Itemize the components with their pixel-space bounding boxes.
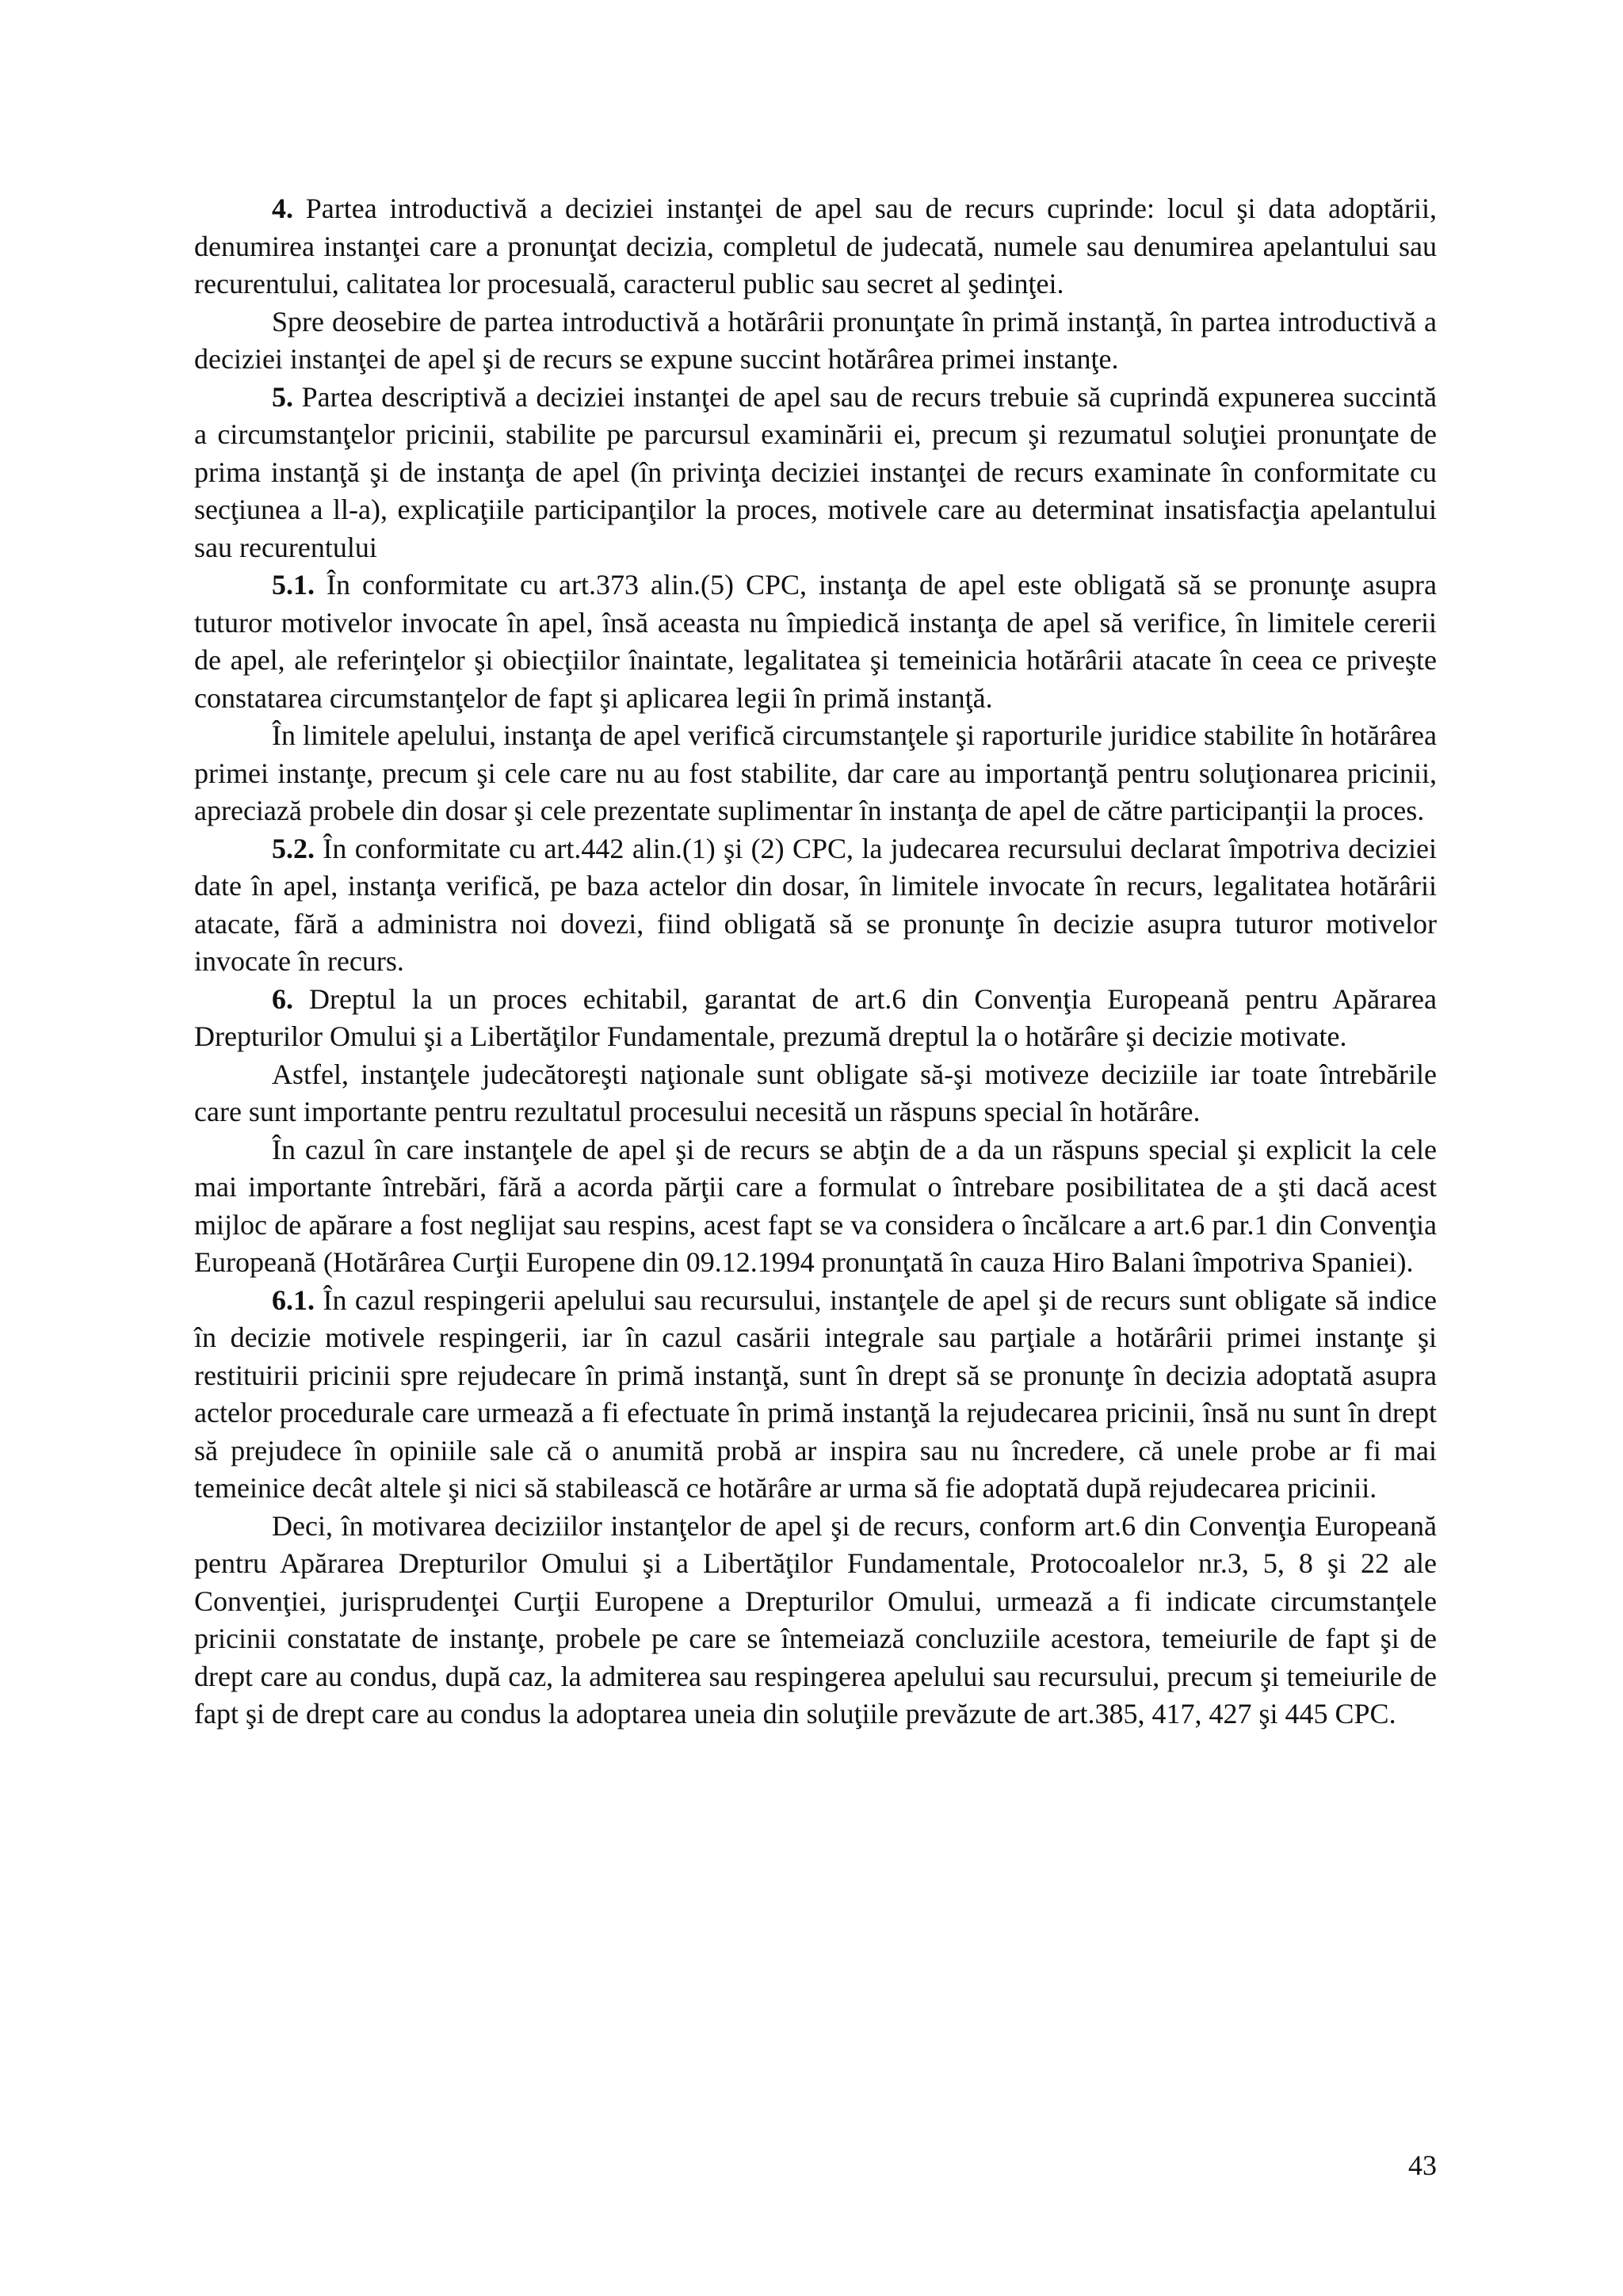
paragraph-6-fair-trial <box>194 981 1437 1056</box>
paragraph-conclusion <box>194 1508 1437 1733</box>
paragraph-text: Astfel, instanţele judecătoreşti naţionale sunt obligate să-şi motiveze deciziile iar toate întrebările care sunt importante pentru rezultatul procesului necesită un răspuns special în hotărâre. <box>194 1058 1437 1127</box>
section-number: 5.1. <box>272 569 315 601</box>
paragraph-4-introductory-part <box>194 190 1437 303</box>
section-number: 5.2. <box>272 832 315 864</box>
paragraph-text: În limitele apelului, instanţa de apel verifică circumstanţele şi raporturile juridice stabilite în hotărârea primei instanţe, precum şi cele care nu au fost stabilite, dar care au importanţă pentru soluţionarea pricinii, apreciază probele din dosar şi cele prezentate suplimentar în instanţa de apel de către participanţii la proces. <box>194 719 1437 826</box>
page-number: 43 <box>1408 2149 1437 2181</box>
section-number: 6. <box>272 982 293 1015</box>
paragraph-5-1-appeal-scope <box>194 566 1437 717</box>
paragraph-appeal-limits <box>194 717 1437 830</box>
paragraph-national-courts <box>194 1056 1437 1131</box>
paragraph-text: Deci, în motivarea deciziilor instanţelor de apel şi de recurs, conform art.6 din Convenţia Europeană pentru Apărarea Drepturilor Omului şi a Libertăţilor Fundamentale, Protocoalelor nr.3, 5, 8 şi 22 ale Convenţiei, jurisprudenţei Curţii Europene a Drepturilor Omului, urmează a fi indicate circumstanţele pricinii constatate de instanţe, probele pe care se întemeiază concluziile acestora, temeiurile de fapt şi de drept care au condus, după caz, la admiterea sau respingerea apelului sau recursului, precum şi temeiurile de fapt şi de drept care au condus la adoptarea uneia din soluţiile prevăzute de art.385, 417, 427 şi 445 CPC. <box>194 1509 1437 1730</box>
paragraph-text: Partea introductivă a deciziei instanţei de apel sau de recurs cuprinde: locul şi data adoptării, denumirea instanţei care a pronunţat decizia, completul de judecată, numele sau denumirea apelantului sau recurentului, calitatea lor procesuală, caracterul public sau secret al şedinţei. <box>194 193 1437 299</box>
paragraph-text: Dreptul la un proces echitabil, garantat de art.6 din Convenţia Europeană pentru Apărarea Drepturilor Omului şi a Libertăţilor Fundamentale, prezumă dreptul la o hotărâre şi decizie motivate. <box>194 982 1437 1052</box>
paragraph-5-2-recourse <box>194 830 1437 981</box>
paragraph-explicit-answer <box>194 1131 1437 1282</box>
paragraph-text: În cazul în care instanţele de apel şi de recurs se abţin de a da un răspuns special şi explicit la cele mai importante întrebări, fără a acorda părţii care a formulat o întrebare posibilitatea de a şti dacă acest mijloc de apărare a fost neglijat sau respins, acest fapt se va considera o încălcare a art.6 par.1 din Convenţia Europeană (Hotărârea Curţii Europene din 09.12.1994 pronunţată în cauza Hiro Balani împotriva Spaniei). <box>194 1133 1437 1278</box>
section-number: 4. <box>272 193 293 224</box>
paragraph-text: În conformitate cu art.442 alin.(1) şi (2) CPC, la judecarea recursului declarat împotriva deciziei date în apel, instanţa verifică, pe baza actelor din dosar, în limitele invocate în recurs, legalitatea hotărârii atacate, fără a administra noi dovezi, fiind obligată să se pronunţe în decizie asupra tuturor motivelor invocate în recurs. <box>194 832 1437 977</box>
paragraph-introductory-difference <box>194 303 1437 379</box>
paragraph-text: Partea descriptivă a deciziei instanţei de apel sau de recurs trebuie să cuprindă expunerea succintă a circumstanţelor pricinii, stabilite pe parcursul examinării ei, precum şi rezumatul soluţiei pronunţate de prima instanţă şi de instanţa de apel (în privinţa deciziei instanţei de recurs examinate în conformitate cu secţiunea a ll-a), explicaţiile participanţilor la proces, motivele care au determinat insatisfacţia apelantului sau recurentului <box>194 380 1437 563</box>
paragraph-text: În conformitate cu art.373 alin.(5) CPC, instanţa de apel este obligată să se pronunţe asupra tuturor motivelor invocate în apel, însă aceasta nu împiedică instanţa de apel să verifice, în limitele cererii de apel, ale referinţelor şi obiecţiilor înaintate, legalitatea şi temeinicia hotărârii atacate în ceea ce priveşte constatarea circumstanţelor de fapt şi aplicarea legii în primă instanţă. <box>194 569 1437 714</box>
paragraph-text: În cazul respingerii apelului sau recursului, instanţele de apel şi de recurs sunt obligate să indice în decizie motivele respingerii, iar în cazul casării integrale sau parţiale a hotărârii primei instanţe şi restituirii pricinii spre rejudecare în primă instanţă, sunt în drept să se pronunţe în decizia adoptată asupra actelor procedurale care urmează a fi efectuate în primă instanţă la rejudecarea pricinii, însă nu sunt în drept să prejudece în opiniile sale că o anumită probă ar inspira sau nu încredere, că unele probe ar fi mai temeinice decât altele şi nici să stabilească ce hotărâre ar urma să fie adoptată după rejudecarea pricinii. <box>194 1283 1437 1504</box>
paragraph-5-descriptive-part <box>194 379 1437 567</box>
section-number: 6.1. <box>272 1283 315 1316</box>
paragraph-6-1-rejection <box>194 1282 1437 1508</box>
document-body <box>194 190 1437 1733</box>
section-number: 5. <box>272 380 293 413</box>
paragraph-text: Spre deosebire de partea introductivă a hotărârii pronunţate în primă instanţă, în partea introductivă a deciziei instanţei de apel şi de recurs se expune succint hotărârea primei instanţe. <box>194 305 1437 375</box>
